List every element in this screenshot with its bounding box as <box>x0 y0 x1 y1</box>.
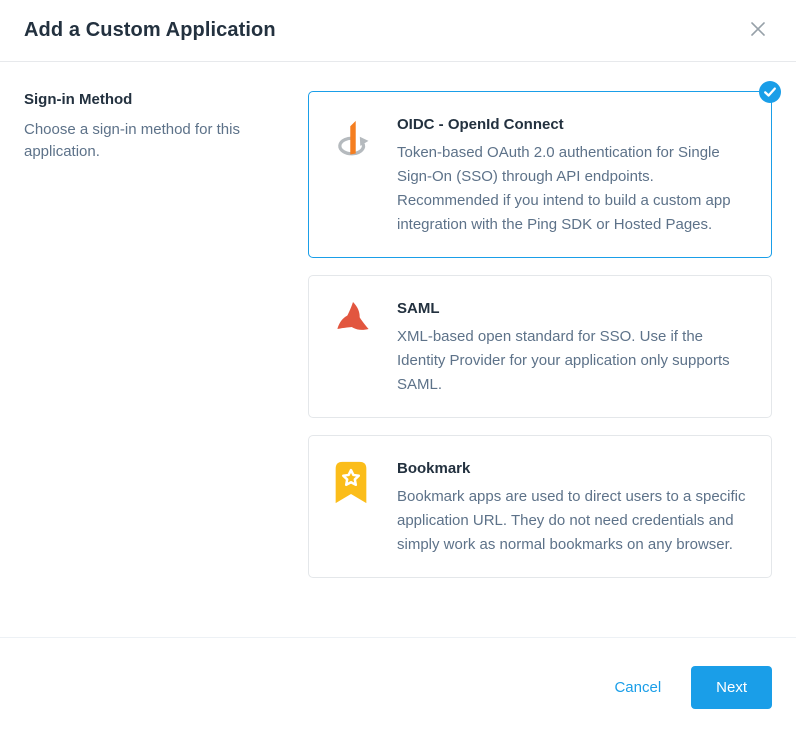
dialog-header <box>0 0 796 62</box>
openid-icon <box>333 114 373 237</box>
card-title: SAML <box>397 300 440 317</box>
selected-check-icon <box>759 81 781 103</box>
bookmark-icon <box>333 458 373 557</box>
method-card-bookmark[interactable] <box>308 435 772 578</box>
card-text <box>397 458 747 557</box>
card-title: Bookmark <box>397 460 471 477</box>
method-cards <box>308 91 772 578</box>
section-heading: Sign-in Method <box>24 91 133 108</box>
close-icon <box>748 19 768 42</box>
card-description: Token-based OAuth 2.0 authentication for Single Sign-On (SSO) through API endpoints. Recommended if you intend to build a custom app integration with the Ping SDK or Hosted Pages. <box>397 144 731 233</box>
method-card-oidc[interactable] <box>308 91 772 258</box>
card-text <box>397 114 747 237</box>
card-description: XML-based open standard for SSO. Use if the Identity Provider for your application only supports SAML. <box>397 328 730 393</box>
dialog-title: Add a Custom Application <box>24 19 276 41</box>
method-card-saml[interactable] <box>308 275 772 418</box>
next-button[interactable]: Next <box>691 666 772 709</box>
cancel-button[interactable]: Cancel <box>614 678 662 696</box>
close-button[interactable] <box>744 17 772 45</box>
card-title: OIDC - OpenId Connect <box>397 116 564 133</box>
sign-in-method-section <box>24 91 308 578</box>
section-description: Choose a sign-in method for this application. <box>24 121 240 160</box>
saml-icon <box>333 298 373 397</box>
card-text <box>397 298 747 397</box>
dialog-body <box>0 62 796 578</box>
dialog-footer <box>0 637 796 736</box>
card-description: Bookmark apps are used to direct users to a specific application URL. They do not need credentials and simply work as normal bookmarks on any browser. <box>397 488 746 553</box>
